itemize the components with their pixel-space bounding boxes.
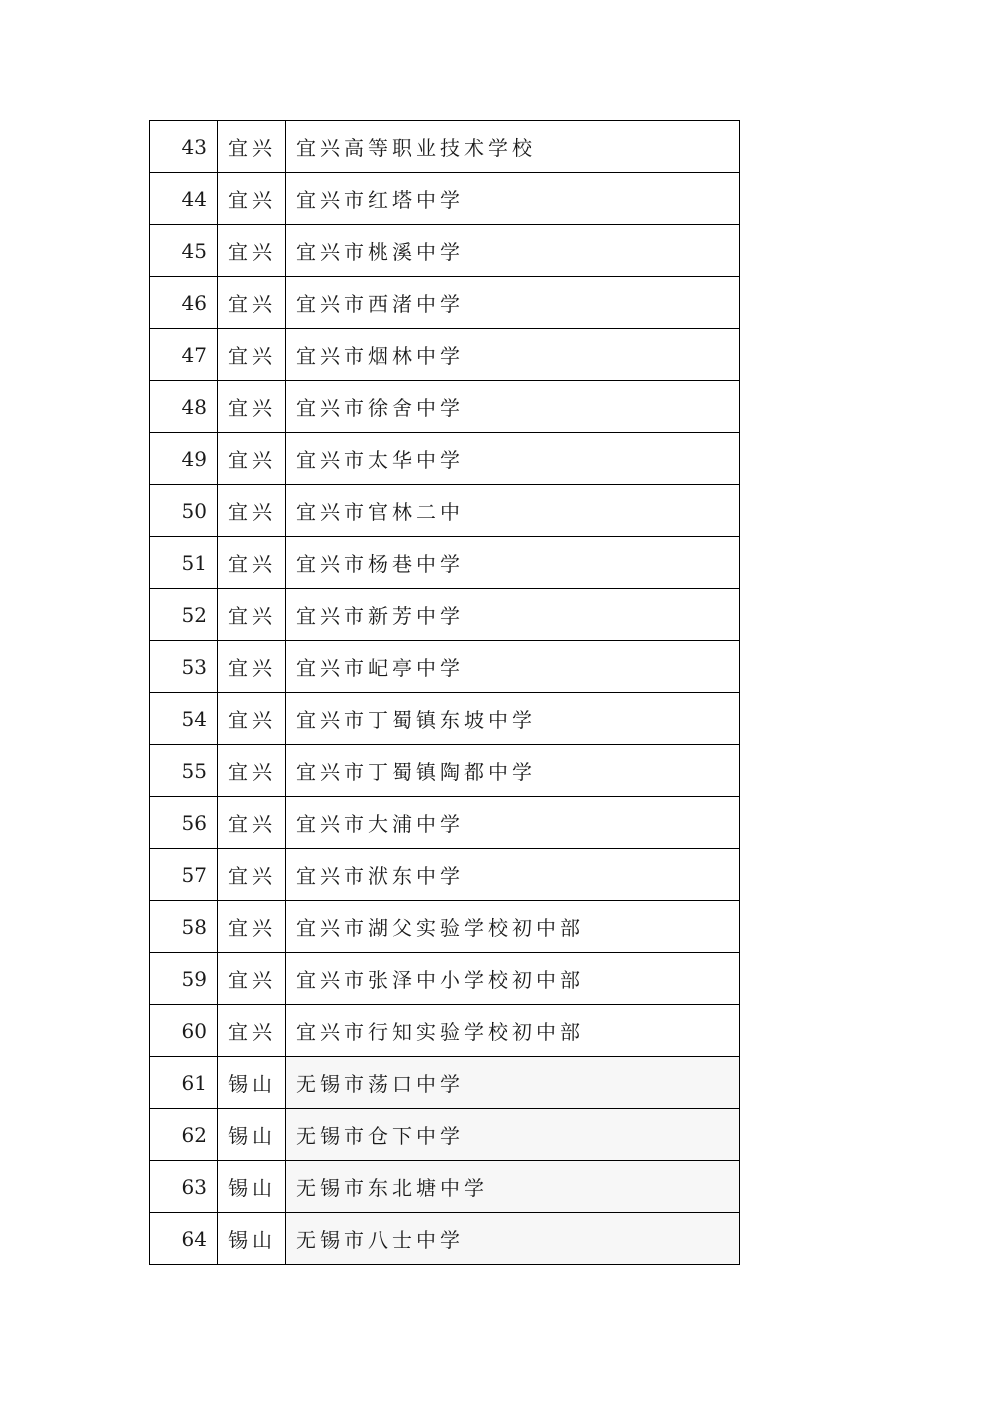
row-number: 43 <box>150 121 218 173</box>
school-name-cell: 宜兴市徐舍中学 <box>286 381 740 433</box>
school-name-cell: 宜兴市太华中学 <box>286 433 740 485</box>
region-cell: 宜兴 <box>218 537 286 589</box>
table-row <box>150 953 740 1005</box>
school-name-cell: 宜兴市洑东中学 <box>286 849 740 901</box>
row-number: 64 <box>150 1213 218 1265</box>
row-number: 53 <box>150 641 218 693</box>
row-number: 55 <box>150 745 218 797</box>
region-cell: 宜兴 <box>218 641 286 693</box>
table-row <box>150 1005 740 1057</box>
region-cell: 宜兴 <box>218 901 286 953</box>
table-row <box>150 537 740 589</box>
school-name-cell: 宜兴市红塔中学 <box>286 173 740 225</box>
school-name-cell: 宜兴市新芳中学 <box>286 589 740 641</box>
region-cell: 宜兴 <box>218 329 286 381</box>
region-cell: 宜兴 <box>218 381 286 433</box>
row-number: 52 <box>150 589 218 641</box>
table-row <box>150 433 740 485</box>
school-name-cell: 宜兴市丁蜀镇陶都中学 <box>286 745 740 797</box>
row-number: 45 <box>150 225 218 277</box>
region-cell: 锡山 <box>218 1161 286 1213</box>
table-row <box>150 381 740 433</box>
region-cell: 锡山 <box>218 1109 286 1161</box>
row-number: 49 <box>150 433 218 485</box>
region-cell: 宜兴 <box>218 693 286 745</box>
region-cell: 宜兴 <box>218 797 286 849</box>
row-number: 58 <box>150 901 218 953</box>
school-name-cell: 宜兴市官林二中 <box>286 485 740 537</box>
region-cell: 宜兴 <box>218 173 286 225</box>
table-row <box>150 589 740 641</box>
table-row <box>150 1161 740 1213</box>
table-row <box>150 225 740 277</box>
row-number: 46 <box>150 277 218 329</box>
region-cell: 宜兴 <box>218 745 286 797</box>
table-row <box>150 797 740 849</box>
region-cell: 宜兴 <box>218 485 286 537</box>
region-cell: 锡山 <box>218 1057 286 1109</box>
region-cell: 宜兴 <box>218 589 286 641</box>
school-name-cell: 宜兴市烟林中学 <box>286 329 740 381</box>
row-number: 44 <box>150 173 218 225</box>
table-row <box>150 485 740 537</box>
region-cell: 宜兴 <box>218 433 286 485</box>
region-cell: 宜兴 <box>218 277 286 329</box>
region-cell: 宜兴 <box>218 121 286 173</box>
table-row <box>150 1109 740 1161</box>
row-number: 51 <box>150 537 218 589</box>
region-cell: 宜兴 <box>218 225 286 277</box>
table-row <box>150 745 740 797</box>
school-name-cell: 宜兴市杨巷中学 <box>286 537 740 589</box>
school-name-cell: 宜兴市张泽中小学校初中部 <box>286 953 740 1005</box>
table-row <box>150 901 740 953</box>
school-name-cell: 无锡市仓下中学 <box>286 1109 740 1161</box>
school-name-cell: 无锡市东北塘中学 <box>286 1161 740 1213</box>
region-cell: 宜兴 <box>218 1005 286 1057</box>
row-number: 63 <box>150 1161 218 1213</box>
row-number: 57 <box>150 849 218 901</box>
row-number: 59 <box>150 953 218 1005</box>
row-number: 61 <box>150 1057 218 1109</box>
region-cell: 锡山 <box>218 1213 286 1265</box>
school-name-cell: 宜兴市大浦中学 <box>286 797 740 849</box>
table-row <box>150 277 740 329</box>
school-name-cell: 宜兴市桃溪中学 <box>286 225 740 277</box>
region-cell: 宜兴 <box>218 849 286 901</box>
school-name-cell: 无锡市八士中学 <box>286 1213 740 1265</box>
school-list-body <box>150 121 740 1265</box>
row-number: 62 <box>150 1109 218 1161</box>
table-row <box>150 121 740 173</box>
school-name-cell: 宜兴高等职业技术学校 <box>286 121 740 173</box>
table-row <box>150 329 740 381</box>
row-number: 50 <box>150 485 218 537</box>
school-name-cell: 无锡市荡口中学 <box>286 1057 740 1109</box>
table-row <box>150 173 740 225</box>
row-number: 60 <box>150 1005 218 1057</box>
row-number: 54 <box>150 693 218 745</box>
region-cell: 宜兴 <box>218 953 286 1005</box>
row-number: 56 <box>150 797 218 849</box>
school-name-cell: 宜兴市丁蜀镇东坡中学 <box>286 693 740 745</box>
school-name-cell: 宜兴市湖父实验学校初中部 <box>286 901 740 953</box>
table-row <box>150 849 740 901</box>
table-row <box>150 1213 740 1265</box>
school-name-cell: 宜兴市西渚中学 <box>286 277 740 329</box>
row-number: 47 <box>150 329 218 381</box>
school-name-cell: 宜兴市行知实验学校初中部 <box>286 1005 740 1057</box>
table-row <box>150 693 740 745</box>
school-name-cell: 宜兴市屺亭中学 <box>286 641 740 693</box>
table-row <box>150 641 740 693</box>
row-number: 48 <box>150 381 218 433</box>
school-list-table <box>149 120 740 1265</box>
table-row <box>150 1057 740 1109</box>
